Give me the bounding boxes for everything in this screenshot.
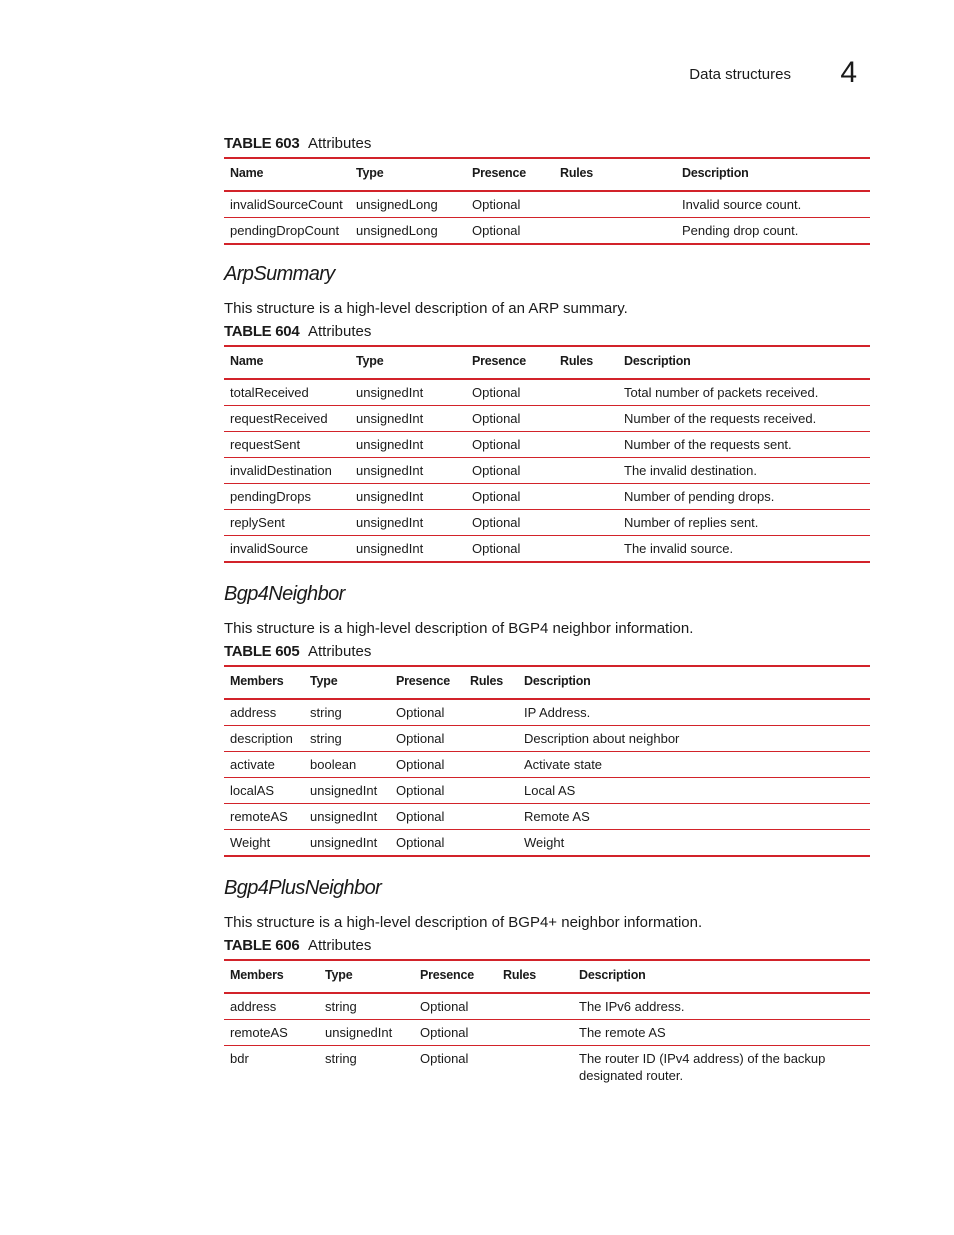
table-cell (497, 1046, 573, 1089)
table-cell: Optional (396, 731, 445, 746)
table-row (224, 458, 870, 484)
table-cell (554, 510, 618, 536)
table-row (224, 379, 870, 406)
table-cell: IP Address. (524, 705, 591, 720)
table-cell (497, 1020, 573, 1046)
column-header: Presence (472, 353, 526, 368)
table-cell: Optional (472, 223, 521, 238)
table-cell (464, 804, 518, 830)
page-content (224, 133, 870, 1088)
table-cell: Optional (472, 515, 521, 530)
table-header-row (224, 158, 870, 191)
table-row (224, 726, 870, 752)
table-cell: The router ID (IPv4 address) of the backup designated router. (579, 1051, 826, 1083)
section-heading-arpsummary: ArpSummary (224, 263, 335, 285)
table-cell: Number of the requests received. (624, 411, 817, 426)
table-row (224, 830, 870, 857)
table-row (224, 778, 870, 804)
column-header: Presence (472, 165, 526, 180)
table-cell: string (310, 705, 342, 720)
table-603 (224, 157, 870, 245)
table-caption: Attributes (308, 643, 372, 660)
table-row (224, 484, 870, 510)
table-row (224, 218, 870, 245)
table-cell: The remote AS (579, 1025, 666, 1040)
table-cell: requestSent (230, 437, 301, 452)
table-cell (554, 536, 618, 563)
table-cell: unsignedInt (356, 385, 424, 400)
table-cell (554, 379, 618, 406)
column-header: Members (230, 673, 284, 688)
section-title: Data structures (689, 66, 791, 83)
table-cell: Optional (420, 999, 469, 1014)
column-header: Rules (503, 967, 537, 982)
table-row (224, 510, 870, 536)
section-description: This structure is a high-level description of an ARP summary. (224, 300, 628, 317)
chapter-number: 4 (840, 56, 857, 89)
section-heading-bgp4plusneighbor: Bgp4PlusNeighbor (224, 877, 382, 899)
table-603-caption (224, 133, 870, 157)
table-cell: address (230, 705, 277, 720)
table-cell (464, 752, 518, 778)
table-cell: Invalid source count. (682, 197, 802, 212)
table-header-row (224, 960, 870, 993)
table-row (224, 1046, 870, 1089)
column-header: Presence (396, 673, 450, 688)
section-description: This structure is a high-level description of BGP4+ neighbor information. (224, 914, 703, 931)
table-cell: activate (230, 757, 275, 772)
table-caption: Attributes (308, 323, 372, 340)
table-cell: remoteAS (230, 1025, 288, 1040)
table-cell (554, 218, 676, 245)
table-cell (554, 484, 618, 510)
table-cell: unsignedInt (356, 541, 424, 556)
column-header: Presence (420, 967, 474, 982)
table-cell: unsignedLong (356, 223, 438, 238)
table-cell: Total number of packets received. (624, 385, 819, 400)
table-cell: The IPv6 address. (579, 999, 685, 1014)
table-cell: unsignedInt (325, 1025, 393, 1040)
table-row (224, 804, 870, 830)
column-header: Description (682, 165, 749, 180)
table-cell: Number of the requests sent. (624, 437, 792, 452)
table-row (224, 699, 870, 726)
column-header: Type (356, 353, 384, 368)
table-row (224, 406, 870, 432)
table-cell: description (230, 731, 293, 746)
table-cell: Optional (420, 1051, 469, 1066)
table-606-caption (224, 935, 870, 959)
table-cell: Optional (420, 1025, 469, 1040)
column-header: Description (524, 673, 591, 688)
table-cell: string (325, 999, 357, 1014)
table-cell: Activate state (524, 757, 603, 772)
table-row (224, 993, 870, 1020)
column-header: Description (624, 353, 691, 368)
table-cell (464, 699, 518, 726)
table-header-row (224, 666, 870, 699)
table-cell: Weight (230, 835, 271, 850)
table-cell: Optional (396, 809, 445, 824)
table-label: TABLE 604 (224, 323, 300, 340)
table-cell: string (310, 731, 342, 746)
table-cell: requestReceived (230, 411, 328, 426)
table-cell: The invalid destination. (624, 463, 757, 478)
table-cell: Optional (396, 783, 445, 798)
table-cell (554, 432, 618, 458)
table-cell: Number of replies sent. (624, 515, 759, 530)
table-caption: Attributes (308, 135, 372, 152)
table-604-caption (224, 321, 870, 345)
table-cell (464, 726, 518, 752)
table-row (224, 1020, 870, 1046)
table-cell (497, 993, 573, 1020)
column-header: Type (356, 165, 384, 180)
table-cell: Number of pending drops. (624, 489, 775, 504)
column-header: Description (579, 967, 646, 982)
section-description: This structure is a high-level description of BGP4 neighbor information. (224, 620, 694, 637)
table-cell: remoteAS (230, 809, 288, 824)
table-header-row (224, 346, 870, 379)
column-header: Name (230, 353, 264, 368)
table-label: TABLE 605 (224, 643, 300, 660)
table-cell: Optional (472, 489, 521, 504)
table-cell: Optional (472, 411, 521, 426)
table-label: TABLE 603 (224, 135, 300, 152)
section-heading-bgp4neighbor: Bgp4Neighbor (224, 583, 345, 605)
table-cell: Optional (472, 197, 521, 212)
table-row (224, 191, 870, 218)
table-cell (464, 830, 518, 857)
column-header: Members (230, 967, 284, 982)
table-cell: replySent (230, 515, 285, 530)
table-cell: The invalid source. (624, 541, 734, 556)
table-label: TABLE 606 (224, 937, 300, 954)
table-cell: invalidDestination (230, 463, 332, 478)
table-605 (224, 665, 870, 857)
table-cell: unsignedInt (356, 515, 424, 530)
table-row (224, 752, 870, 778)
table-cell: address (230, 999, 277, 1014)
table-cell: pendingDrops (230, 489, 311, 504)
table-cell: unsignedInt (356, 437, 424, 452)
table-cell: boolean (310, 757, 357, 772)
table-cell: unsignedLong (356, 197, 438, 212)
table-cell: Optional (396, 835, 445, 850)
table-cell: Optional (396, 705, 445, 720)
table-cell: bdr (230, 1051, 249, 1066)
table-cell: localAS (230, 783, 275, 798)
table-cell: invalidSource (230, 541, 309, 556)
table-cell (554, 191, 676, 218)
column-header: Rules (560, 165, 594, 180)
table-row (224, 536, 870, 563)
table-605-caption (224, 641, 870, 665)
table-cell: Optional (472, 463, 521, 478)
table-cell: Local AS (524, 783, 576, 798)
table-cell: Optional (472, 437, 521, 452)
table-cell: unsignedInt (356, 463, 424, 478)
table-cell: totalReceived (230, 385, 309, 400)
table-cell: Optional (472, 541, 521, 556)
table-cell: Description about neighbor (524, 731, 680, 746)
table-cell: Optional (472, 385, 521, 400)
column-header: Type (325, 967, 353, 982)
table-604 (224, 345, 870, 563)
table-cell: string (325, 1051, 357, 1066)
table-cell: invalidSourceCount (230, 197, 343, 212)
column-header: Type (310, 673, 338, 688)
page-header (0, 56, 954, 96)
table-cell: unsignedInt (356, 411, 424, 426)
table-cell: unsignedInt (310, 809, 378, 824)
table-cell: unsignedInt (310, 835, 378, 850)
table-cell: Pending drop count. (682, 223, 799, 238)
table-606 (224, 959, 870, 1088)
table-cell (554, 406, 618, 432)
table-cell: Optional (396, 757, 445, 772)
table-cell: unsignedInt (356, 489, 424, 504)
table-cell (464, 778, 518, 804)
column-header: Rules (470, 673, 504, 688)
table-cell: pendingDropCount (230, 223, 340, 238)
table-row (224, 432, 870, 458)
table-cell: Remote AS (524, 809, 590, 824)
table-cell (554, 458, 618, 484)
table-cell: Weight (524, 835, 565, 850)
table-caption: Attributes (308, 937, 372, 954)
table-cell: unsignedInt (310, 783, 378, 798)
column-header: Rules (560, 353, 594, 368)
column-header: Name (230, 165, 264, 180)
